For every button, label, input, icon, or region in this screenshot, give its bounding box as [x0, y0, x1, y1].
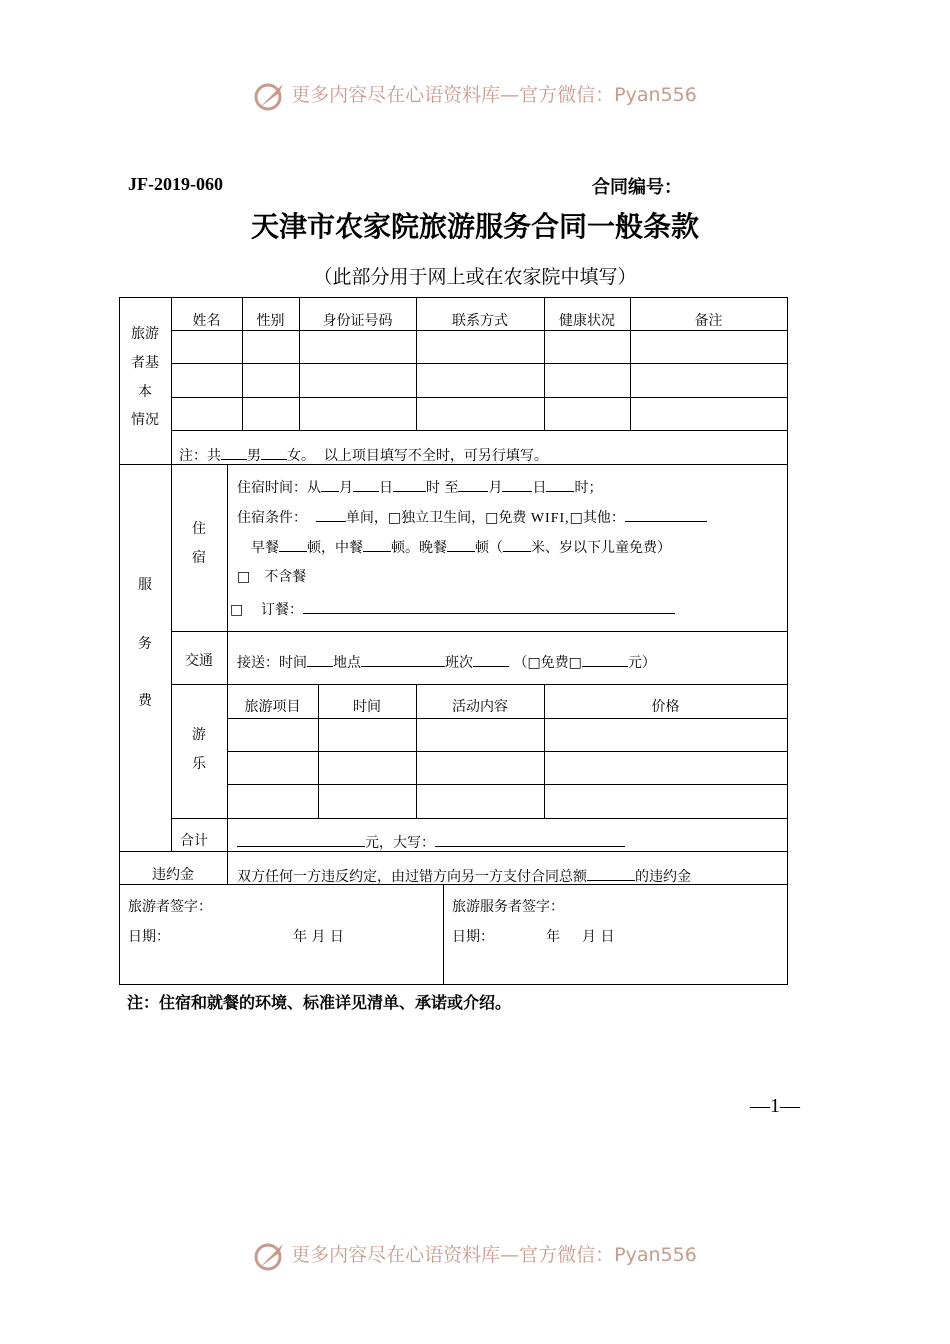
penalty-label: 违约金 [152, 867, 194, 883]
page-subtitle: （此部分用于网上或在农家院中填写） [313, 266, 637, 288]
tourist-info-label-1: 旅游 [131, 326, 159, 342]
watermark-bottom [0, 1240, 950, 1271]
column-header-health: 健康状况 [559, 313, 615, 329]
service-fee-label-2: 务 [138, 636, 152, 652]
tourist-signature-label: 旅游者签字： [128, 899, 212, 915]
contract-number-label: 合同编号： [592, 177, 682, 198]
document-code: JF-2019-060 [128, 174, 223, 194]
column-header-contact: 联系方式 [452, 313, 508, 329]
column-header-name: 姓名 [192, 313, 221, 329]
provider-date-year: 年 [546, 929, 560, 945]
watermark-text: 更多内容尽在心语资料库—官方微信： [291, 84, 615, 106]
footer-note: 注：住宿和就餐的环境、标准详见清单、承诺或介绍。 [127, 993, 512, 1012]
total-amount: 元，大写： [237, 833, 625, 851]
tourist-date-label: 日期： [128, 929, 170, 945]
lodging-meals: 早餐 顿，中餐 顿。晚餐 顿（ 米、岁以下儿童免费） [251, 540, 671, 556]
watermark-text: 更多内容尽在心语资料库—官方微信： [291, 1244, 615, 1266]
lodging-no-meals: □ 不含餐 [237, 569, 307, 585]
provider-date-label: 日期： [452, 929, 494, 945]
provider-signature-label: 旅游服务者签字： [452, 899, 564, 915]
entertainment-header-time: 时间 [353, 699, 381, 715]
quill-logo-icon [253, 81, 287, 111]
page-number: —1— [750, 1095, 800, 1117]
entertainment-header-item: 旅游项目 [244, 699, 301, 715]
tourist-info-label-2: 者基 [131, 355, 159, 371]
total-label: 合计 [180, 833, 208, 849]
watermark-suffix: Pyan556 [614, 84, 697, 106]
column-header-gender: 性别 [256, 313, 285, 329]
transport-label: 交通 [185, 653, 213, 669]
lodging-label-1: 住 [192, 521, 206, 537]
penalty-text: 双方任何一方违反约定，由过错方向另一方支付合同总额 的违约金 [237, 869, 691, 885]
provider-date-md: 月 日 [582, 929, 615, 945]
column-header-remarks: 备注 [694, 313, 723, 329]
entertainment-header-price: 价格 [651, 699, 680, 715]
watermark-suffix: Pyan556 [614, 1244, 697, 1266]
entertainment-label-2: 乐 [192, 756, 206, 772]
lodging-time: 住宿时间：从 月 日 时 至 月 日 时； [237, 480, 603, 496]
tourist-count-note: 注：共 男 女。 以上项目填写不全时，可另行填写。 [179, 448, 548, 464]
quill-logo-icon [253, 1241, 287, 1271]
lodging-label-2: 宿 [192, 550, 206, 566]
page-title: 天津市农家院旅游服务合同一般条款 [250, 210, 699, 243]
transport-details: 接送：时间 地点 班次 （□免费□ 元） [237, 655, 656, 671]
watermark-top [0, 80, 950, 111]
lodging-conditions: 住宿条件： 单间，□独立卫生间，□免费 WIFI,□其他： [237, 508, 707, 527]
tourist-info-label-4: 情况 [131, 412, 159, 428]
column-header-id-number: 身份证号码 [322, 313, 393, 329]
service-fee-label-3: 费 [138, 693, 152, 709]
lodging-order-meal: □ 订餐： [230, 600, 675, 618]
tourist-date-ymd: 年 月 日 [293, 929, 344, 945]
entertainment-label-1: 游 [192, 727, 206, 743]
entertainment-header-content: 活动内容 [452, 699, 508, 715]
tourist-info-label-3: 本 [138, 384, 152, 400]
service-fee-label-1: 服 [138, 577, 152, 593]
